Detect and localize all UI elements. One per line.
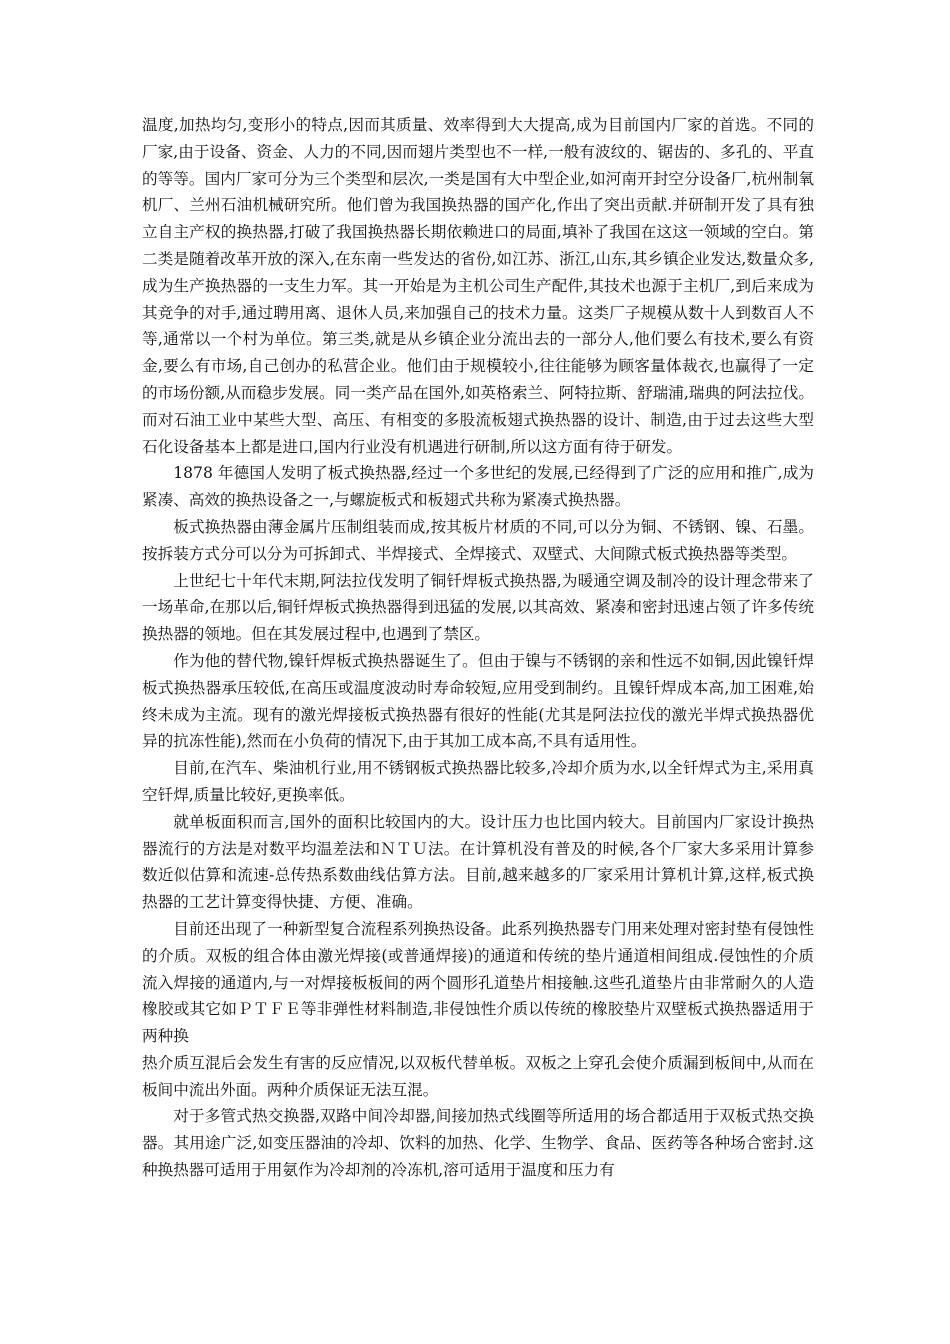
paragraph-1: 温度,加热均匀,变形小的特点,因而其质量、效率得到大大提高,成为目前国内厂家的首选。不同的厂家,由于设备、资金、人力的不同,因而翅片类型也不一样,一般有波纹的、锯齿的、多孔的、平直的等等。国内厂家可分为三个类型和层次,一类是国有大中型企业,如河南开封空分设备厂,杭州制氧机厂、兰州石油机械研究所。他们曾为我国换热器的国产化,作出了突出贡献.并研制开发了具有独立自主产权的换热器,打破了我国换热器长期依赖进口的局面,填补了我国在这这一领域的空白。第二类是随着改革开放的深入,在东南一些发达的省份,如江苏、浙江,山东,其乡镇企业发达,数量众多,成为生产换热器的一支生力军。其一开始是为主机公司生产配件,其技术也源于主机厂,到后来成为其竞争的对手,通过聘用离、退休人员,来加强自己的技术力量。这类厂子规模从数十人到数百人不等,通常以一个村为单位。第三类,就是从乡镇企业分流出去的一部分人,他们要么有技术,要么有资金,要么有市场,自己创办的私营企业。他们由于规模较小,往往能够为顾客量体裁衣,也赢得了一定的市场份额,从而稳步发展。同一类产品在国外,如英格索兰、阿特拉斯、舒瑞浦,瑞典的阿法拉伐。而对石油工业中某些大型、高压、有相变的多股流板翅式换热器的设计、制造,由于过去这些大型石化设备基本上都是进口,国内行业没有机遇进行研制,所以这方面有待于研发。 bbox=[142, 116, 814, 456]
paragraph-7: 就单板面积而言,国外的面积比较国内的大。设计压力也比国内较大。目前国内厂家设计换热器流行的方法是对数平均温差法和ＮＴＵ法。在计算机没有普及的时候,各个厂家大多采用计算参数近似估算和流速-总传热系数曲线估算方法。目前,越来越多的厂家采用计算机计算,这样,板式换热器的工艺计算变得快捷、方便、准确。 bbox=[142, 812, 814, 912]
paragraph-6: 目前,在汽车、柴油机行业,用不锈钢板式换热器比较多,冷却介质为水,以全钎焊式为主,采用真空钎焊,质量比较好,更换率低。 bbox=[142, 759, 814, 804]
paragraph-9: 热介质互混后会发生有害的反应情况,以双板代替单板。双板之上穿孔会使介质漏到板间中,从而在板间中流出外面。两种介质保证无法互混。 bbox=[142, 1053, 814, 1099]
paragraph-2: 1878 年德国人发明了板式换热器,经过一个多世纪的发展,已经得到了广泛的应用和推广,成为紧凑、高效的换热设备之一,与螺旋板式和板翅式共称为紧凑式换热器。 bbox=[142, 464, 814, 510]
paragraph-8: 目前还出现了一种新型复合流程系列换热设备。此系列换热器专门用来处理对密封垫有侵蚀性的介质。双板的组合体由激光焊接(或普通焊接)的通道和传统的垫片通道相间组成.侵蚀性的介质流入焊接的通道内,与一对焊接板板间的两个圆形孔道垫片相接触.这些孔道垫片由非常耐久的人造橡胶或其它如ＰＴＦＥ等非弹性材料制造,非侵蚀性介质以传统的橡胶垫片双壁板式换热器适用于两种换 bbox=[142, 919, 814, 1046]
paragraph-3: 板式换热器由薄金属片压制组装而成,按其板片材质的不同,可以分为铜、不锈钢、镍、石墨。按拆装方式分可以分为可拆卸式、半焊接式、全焊接式、双壁式、大间隙式板式换热器等类型。 bbox=[142, 517, 814, 563]
paragraph-4: 上世纪七十年代末期,阿法拉伐发明了铜钎焊板式换热器,为暖通空调及制冷的设计理念带来了一场革命,在那以后,铜钎焊板式换热器得到迅猛的发展,以其高效、紧凑和密封迅速占领了许多传统换热器的领地。但在其发展过程中,也遇到了禁区。 bbox=[142, 571, 814, 644]
paragraph-10: 对于多管式热交换器,双路中间冷却器,间接加热式线圈等所适用的场合都适用于双板式热交换器。其用途广泛,如变压器油的冷却、饮料的加热、化学、生物学、食品、医药等各种场合密封.这种换热器可适用于用氨作为冷却剂的冷冻机,溶可适用于温度和压力有 bbox=[142, 1107, 814, 1180]
document-body bbox=[142, 112, 814, 1184]
paragraph-5: 作为他的替代物,镍钎焊板式换热器诞生了。但由于镍与不锈钢的亲和性远不如铜,因此镍钎焊板式换热器承压较低,在高压或温度波动时寿命较短,应用受到制约。且镍钎焊成本高,加工困难,始终未成为主流。现有的激光焊接板式换热器有很好的性能(尤其是阿法拉伐的激光半焊式换热器优异的抗冻性能),然而在小负荷的情况下,由于其加工成本高,不具有适用性。 bbox=[142, 651, 814, 751]
